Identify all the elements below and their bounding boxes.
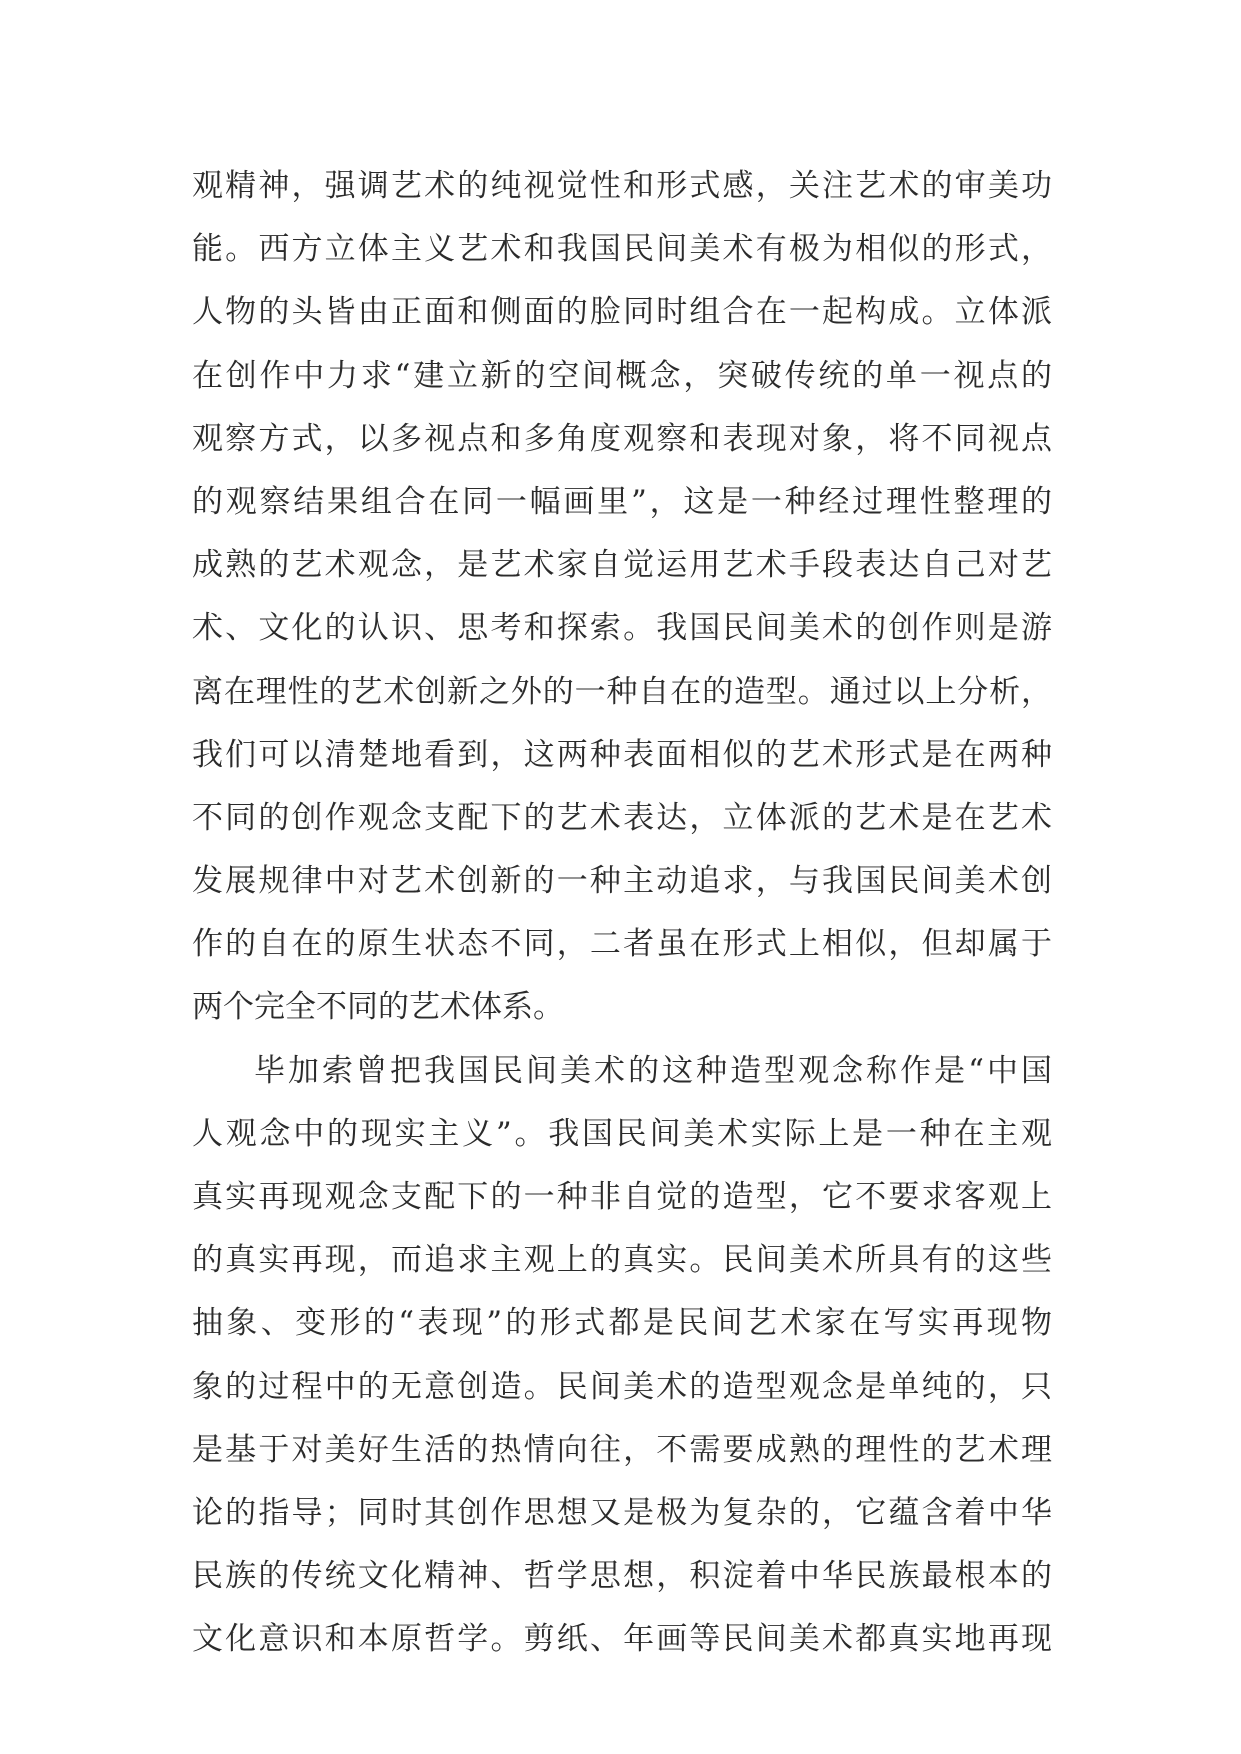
text-line: 论的指导；同时其创作思想又是极为复杂的，它蕴含着中华 <box>192 1494 1052 1531</box>
text-line: 的观察结果组合在同一幅画里”，这是一种经过理性整理的 <box>192 483 1052 520</box>
text-line: 在创作中力求“建立新的空间概念，突破传统的单一视点的 <box>192 357 1052 394</box>
text-line: 作的自在的原生状态不同，二者虽在形式上相似，但却属于 <box>192 926 1052 963</box>
text-line: 离在理性的艺术创新之外的一种自在的造型。通过以上分析， <box>192 673 1052 710</box>
text-line: 人物的头皆由正面和侧面的脸同时组合在一起构成。立体派 <box>192 294 1052 331</box>
text-line: 抽象、变形的“表现”的形式都是民间艺术家在写实再现物 <box>192 1305 1052 1342</box>
text-line: 我们可以清楚地看到，这两种表面相似的艺术形式是在两种 <box>192 736 1052 773</box>
text-line: 术、文化的认识、思考和探索。我国民间美术的创作则是游 <box>192 610 1052 647</box>
text-line: 观精神，强调艺术的纯视觉性和形式感，关注艺术的审美功 <box>192 168 1052 204</box>
text-line: 真实再现观念支配下的一种非自觉的造型，它不要求客观上 <box>192 1179 1052 1215</box>
text-line: 是基于对美好生活的热情向往，不需要成熟的理性的艺术理 <box>192 1431 1052 1468</box>
text-line: 不同的创作观念支配下的艺术表达，立体派的艺术是在艺术 <box>192 799 1052 836</box>
text-line: 民族的传统文化精神、哲学思想，积淀着中华民族最根本的 <box>192 1558 1052 1595</box>
text-line: 象的过程中的无意创造。民间美术的造型观念是单纯的，只 <box>192 1368 1052 1405</box>
text-line: 文化意识和本原哲学。剪纸、年画等民间美术都真实地再现 <box>192 1621 1052 1658</box>
text-line: 人观念中的现实主义”。我国民间美术实际上是一种在主观 <box>192 1115 1052 1152</box>
paragraph-first-line: 毕加索曾把我国民间美术的这种造型观念称作是“中国 <box>254 1052 1052 1089</box>
body-text <box>192 155 1052 1672</box>
text-line: 观察方式，以多视点和多角度观察和表现对象，将不同视点 <box>192 420 1052 457</box>
text-line: 的真实再现，而追求主观上的真实。民间美术所具有的这些 <box>192 1242 1052 1279</box>
paragraph-end-line: 两个完全不同的艺术体系。 <box>192 989 564 1026</box>
text-line: 发展规律中对艺术创新的一种主动追求，与我国民间美术创 <box>192 863 1052 900</box>
text-line: 能。西方立体主义艺术和我国民间美术有极为相似的形式， <box>192 231 1052 268</box>
text-line: 成熟的艺术观念，是艺术家自觉运用艺术手段表达自己对艺 <box>192 547 1052 584</box>
